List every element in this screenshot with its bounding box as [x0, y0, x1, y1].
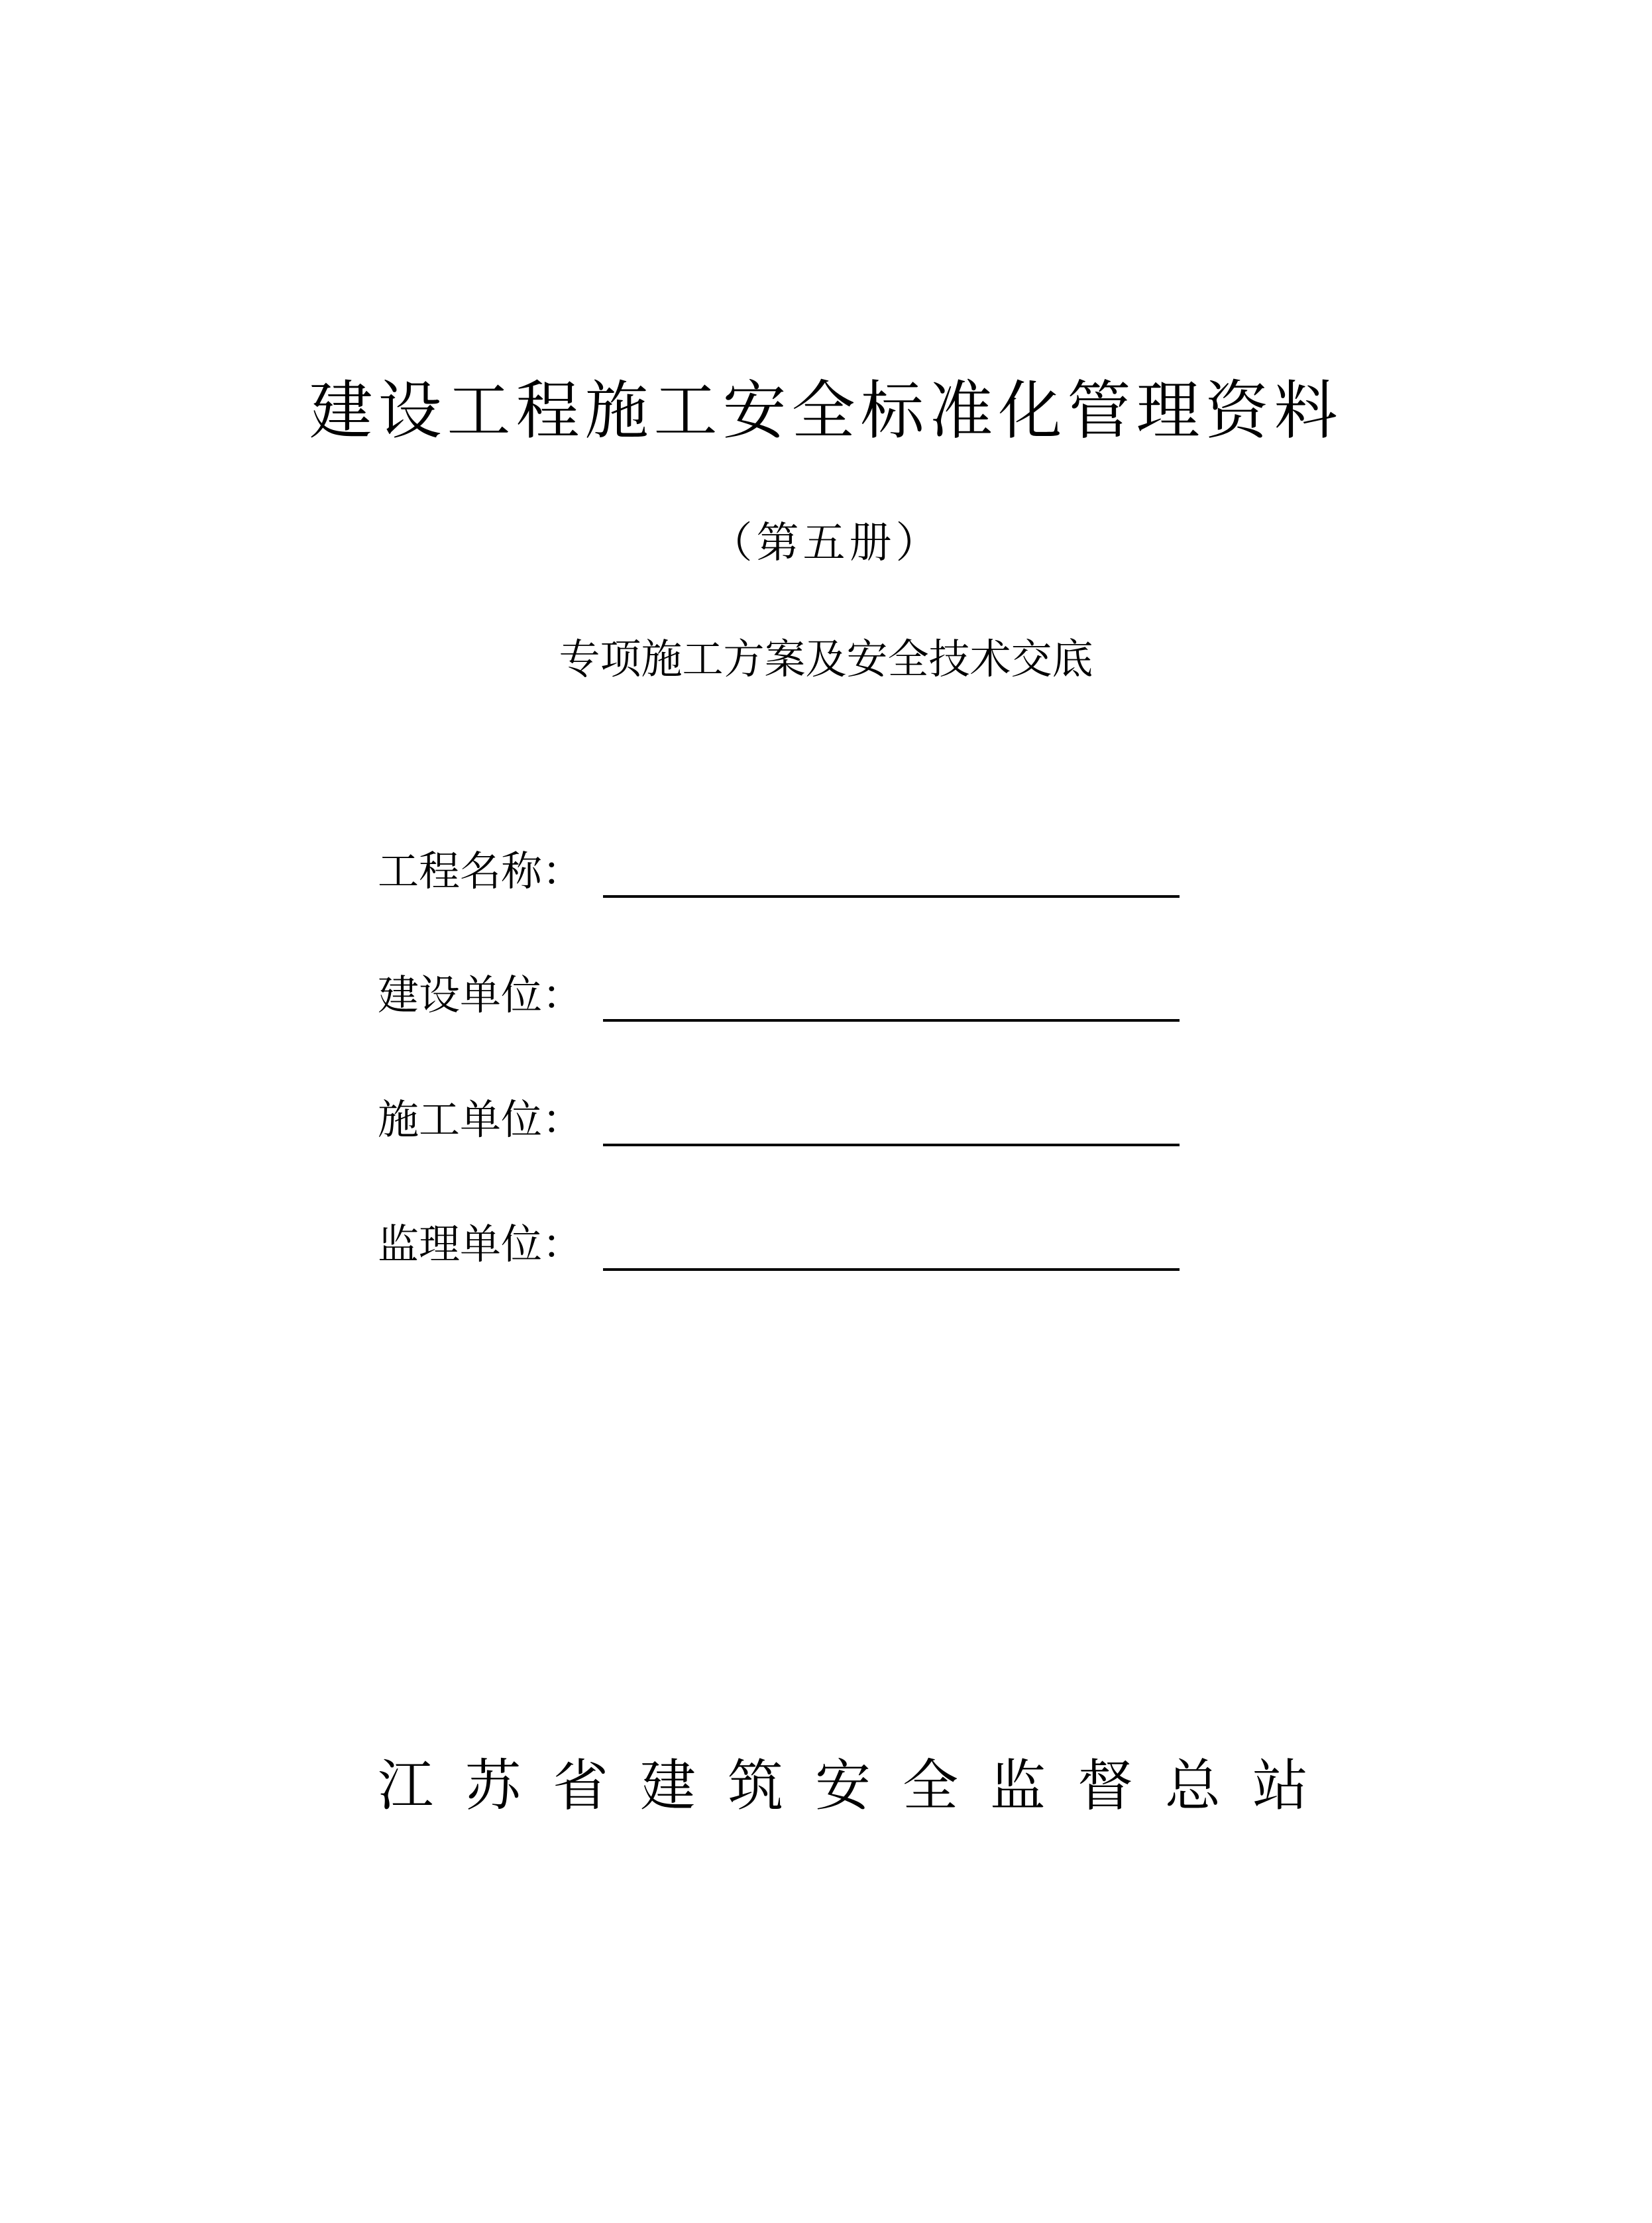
- blank-line-supervision-unit: [603, 1268, 1180, 1271]
- field-contractor-unit: [378, 1087, 1186, 1153]
- field-label-project-name: 工程名称：: [378, 847, 584, 895]
- blank-line-project-name: [603, 895, 1180, 898]
- document-title: 建设工程施工安全标准化管理资料: [309, 374, 1343, 448]
- field-project-name: [378, 838, 1186, 904]
- field-label-contractor-unit: 施工单位：: [378, 1095, 584, 1144]
- field-supervision-unit: [378, 1211, 1186, 1277]
- field-label-construction-unit: 建设单位：: [378, 971, 584, 1019]
- field-construction-unit: [378, 962, 1186, 1028]
- document-subtitle: 专项施工方案及安全技术交底: [559, 635, 1093, 683]
- volume-label: （第五册）: [710, 519, 942, 568]
- field-label-supervision-unit: 监理单位：: [378, 1220, 584, 1268]
- blank-line-construction-unit: [603, 1019, 1180, 1022]
- issuing-organization: 江苏省建筑安全监督总站: [378, 1753, 1341, 1818]
- blank-line-contractor-unit: [603, 1144, 1180, 1146]
